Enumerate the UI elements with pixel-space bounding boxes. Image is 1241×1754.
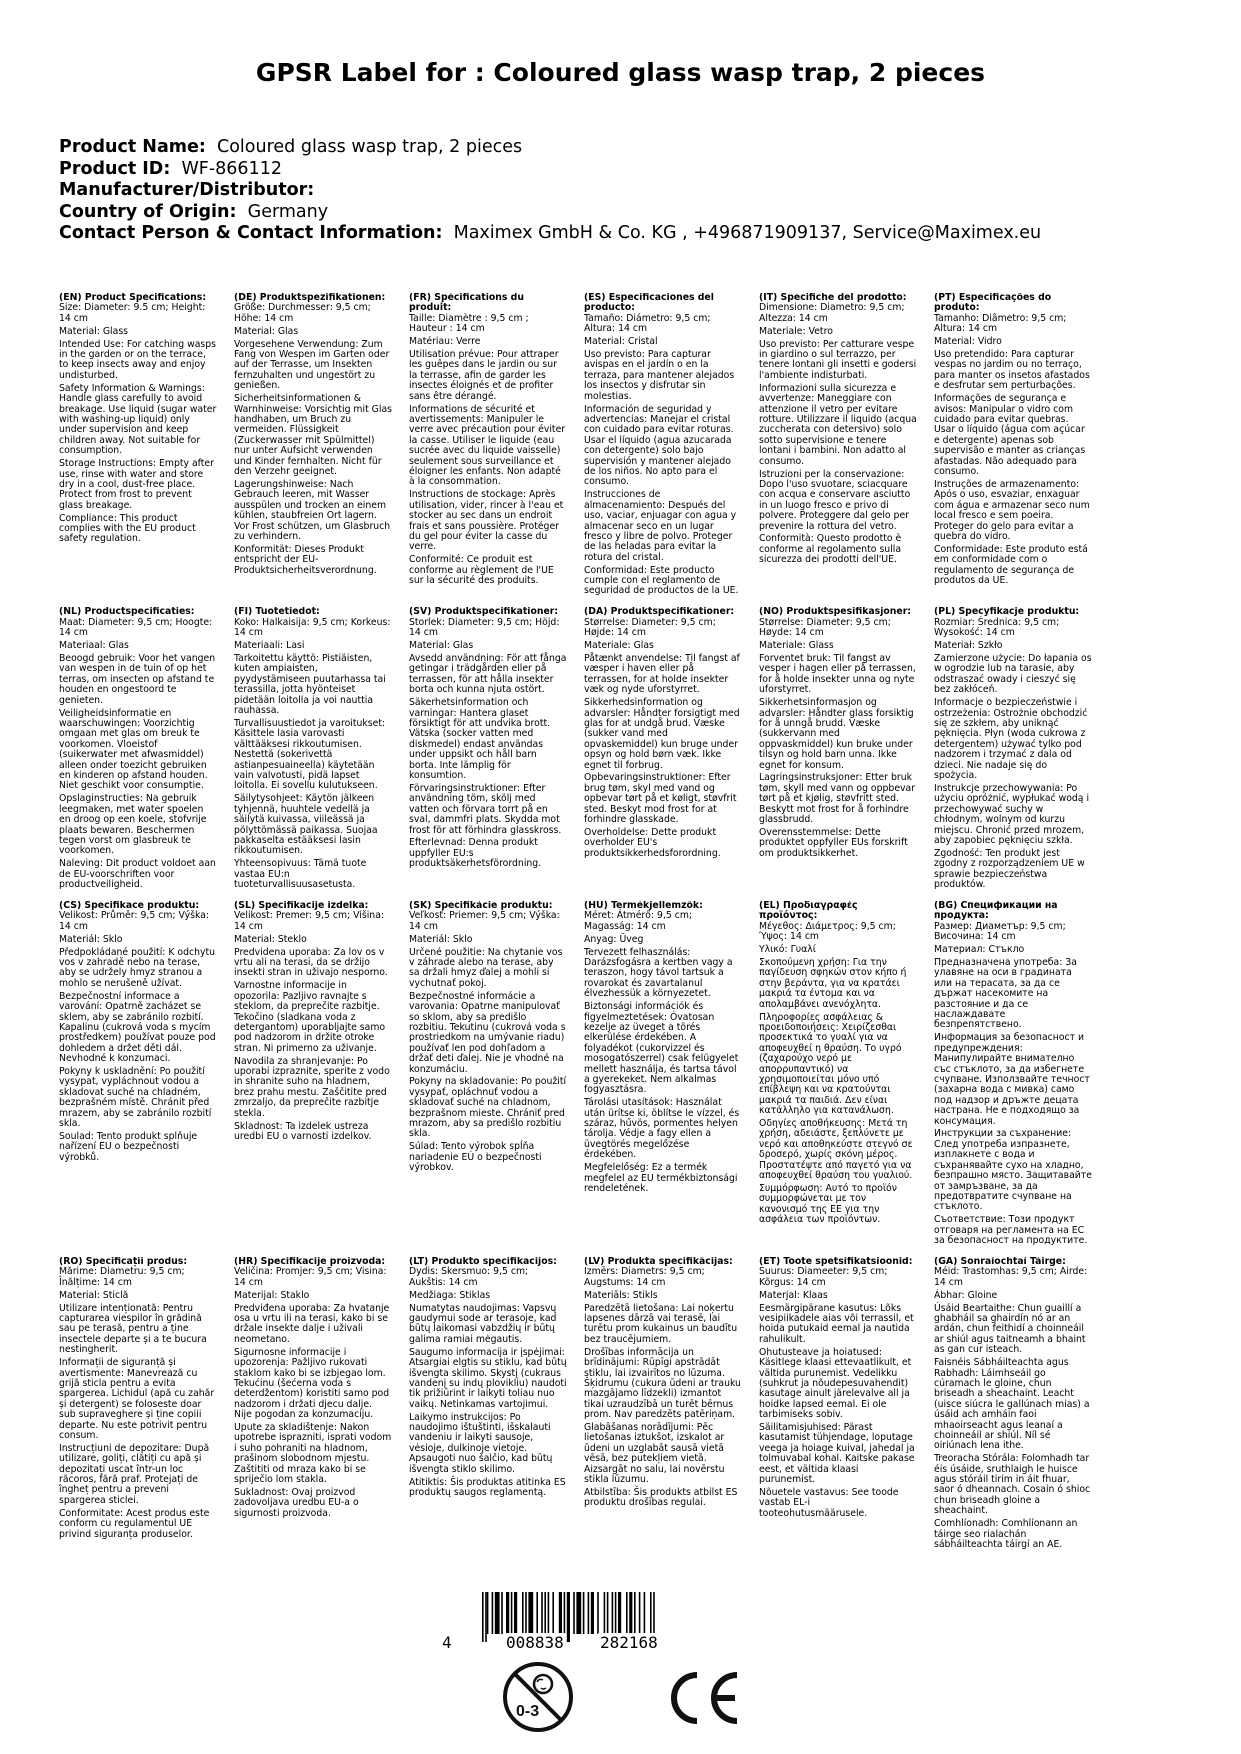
barcode-bar [501, 1592, 503, 1634]
country-value: Germany [247, 201, 329, 222]
barcode-bar [576, 1592, 581, 1634]
language-block [234, 293, 392, 599]
spec-mat: Ábhar: Gloine [934, 1289, 998, 1301]
spec-mat: Material: Glas [234, 325, 299, 337]
spec-comp: Konformität: Dieses Produkt entspricht der EU-Produktsicherheitsverordnung. [234, 543, 377, 576]
barcode-bar [548, 1592, 550, 1634]
language-row [59, 901, 1187, 1249]
language-heading: (NO) Produktspesifikasjoner: [759, 607, 912, 618]
spec-use: Zamierzone użycie: Do łapania os w ogrodzie lub na tarasie, aby odstraszać owady i cieszyć się bez zakłóceń. [934, 653, 1092, 696]
spec-safety: Информация за безопасност и предупреждения: Манипулирайте внимателно със стъклото, за да избегнете счупване. Използвайте течност (захарна вода с мивка) само под надзор и дръжте децата настрана. Не е подходящо за консумация. [934, 1032, 1090, 1127]
spec-comp: Съответствие: Този продукт отговаря на регламента на ЕС за безопасност на продуктите. [934, 1214, 1088, 1247]
spec-storage: Opslaginstructies: Na gebruik leegmaken, met water spoelen en droog op een koele, stofvrije plaats bewaren. Beschermen tegen vorst om glasbreuk te voorkomen. [59, 793, 207, 857]
spec-safety: Sicherheitsinformationen & Warnhinweise: Vorsichtig mit Glas handhaben, um Bruch zu vermeiden. Flüssigkeit (Zuckerwasser mit Spülmittel) nur unter Aufsicht verwenden und Kinder fernhalten. Nicht für den Verzehr geeignet. [234, 393, 392, 477]
spec-mat: Material: Glass [59, 325, 129, 337]
not-for-children-under-3-icon [501, 1660, 575, 1734]
spec-mat: Materjal: Klaas [759, 1289, 828, 1301]
barcode-bar [644, 1592, 646, 1634]
spec-use: Paredzētā lietošana: Lai noķertu lapsenes dārzā vai terasē, lai turētu prom kukainus un baudītu bez traucējumiem. [584, 1302, 738, 1345]
spec-mat: Anyag: Üveg [584, 933, 644, 945]
spec-safety: Sikkerhedsinformation og advarsler: Håndter forsigtigt med glas for at undgå brud. Væske (sukker vand med opvaskemiddel) kun bruge under opsyn og hold børn væk. Ikke egnet til forbrug. [584, 697, 740, 771]
barcode-bar [597, 1592, 599, 1634]
spec-use: Určené použitie: Na chytanie vos v záhrade alebo na terase, aby sa držali hmyz ďalej a mohli si vychutnať pokoj. [409, 946, 563, 989]
spec-mat: Material: Steklo [234, 933, 307, 945]
spec-use: Vorgesehene Verwendung: Zum Fang von Wespen im Garten oder auf der Terrasse, um Insekten fernzuhalten und ungestört zu genießen. [234, 338, 390, 392]
spec-size: Méid: Trastomhas: 9,5 cm; Airde: 14 cm [934, 1266, 1088, 1288]
language-block [934, 607, 1092, 893]
spec-storage: Инструкции за съхранение: След употреба изпразнете, изплакнете с вода и съхранявайте сухо на хладно, безпрашно място. Защитавайте от замръзване, за да предотвратите счупване на стъклото. [934, 1128, 1092, 1213]
spec-size: Veličina: Promjer: 9,5 cm; Visina: 14 cm [234, 1266, 387, 1288]
language-heading: (PT) Especificações do produto: [934, 293, 1052, 314]
language-heading: (SL) Specifikacije izdelka: [234, 900, 369, 911]
barcode-bar [495, 1592, 500, 1634]
spec-mat: Materiál: Sklo [409, 933, 473, 945]
product-id-row [59, 159, 1199, 181]
language-heading: (SK) Špecifikácie produktu: [409, 900, 553, 911]
spec-storage: Navodila za shranjevanje: Po uporabi izpraznite, sperite z vodo in shranite suho na hladnem, brez prahu mestu. Zaščitite pred zmrzaljo, da preprečite razbitje stekla. [234, 1055, 390, 1119]
language-row [59, 1257, 1187, 1553]
language-block [59, 293, 217, 599]
language-block [409, 901, 567, 1249]
language-block [584, 607, 742, 893]
barcode-bar [588, 1592, 590, 1634]
spec-safety: Biztonsági információk és figyelmeztetések: Óvatosan kezelje az üveget a törés elkerülése érdekében. A folyadékot (cukorvizzel és mosogatószerrel) csak felügyelet mellett használja, és tartsa távol a gyerekeket. Nem alkalmas fogyasztásra. [584, 1001, 739, 1096]
barcode-bar [634, 1592, 636, 1634]
spec-mat: Material: Glas [409, 640, 474, 652]
spec-storage: Laikymo instrukcijos: Po naudojimo ištuštinti, išskalauti vandeniu ir laikyti sausoje, vėsioje, dulkinoje vietoje. Apsaugoti nuo šalčio, kad būtų išvengta stiklo skilimo. [409, 1411, 553, 1475]
spec-use: Tervezett felhasználás: Darázsfogásra a kertben vagy a teraszon, hogy távol tartsuk a rovarokat és zavartalanul élvezhessük a környezetet. [584, 946, 733, 1000]
language-block [759, 1257, 917, 1553]
language-row [59, 607, 1187, 893]
language-heading: (PL) Specyfikacje produktu: [934, 607, 1080, 618]
spec-use: Predvidena uporaba: Za lov os v vrtu ali na terasi, da se držijo insekti stran in uživajo nesporno. [234, 946, 388, 979]
language-heading: (EN) Product Specifications: [59, 293, 207, 303]
language-heading: (HR) Specifikacije proizvoda: [234, 1256, 386, 1267]
spec-safety: Informacje o bezpieczeństwie i ostrzeżenia: Ostrożnie obchodzić się ze szkłem, aby uniknąć pęknięcia. Płyn (woda cukrowa z detergentem) używać tylko pod nadzorem i trzymać z dala od dzieci. Nie nadaje się do spożycia. [934, 697, 1088, 781]
spec-storage: Säilitamisjuhised: Pärast kasutamist tühjendage, loputage veega ja hoiage kuival, jahedal ja tolmuvabal kohal. Kaitske pakase eest, et vältida klaasi purunemist. [759, 1422, 915, 1486]
language-specifications-grid [59, 293, 1187, 1561]
barcode-bar [522, 1592, 524, 1634]
spec-comp: Naleving: Dit product voldoet aan de EU-voorschriften voor productveiligheid. [59, 858, 216, 891]
spec-safety: Informazioni sulla sicurezza e avvertenze: Maneggiare con attenzione il vetro per evitare rotture. Utilizzare il liquido (acqua zuccherata con detersivo) solo sotto supervisione e tenere lontani i bambini. Non adatto al consumo. [759, 382, 917, 467]
barcode-bar [544, 1592, 546, 1634]
product-id-value: WF-866112 [181, 158, 282, 179]
language-row [59, 293, 1187, 599]
spec-size: Размер: Диаметър: 9,5 cm; Височина: 14 cm [934, 920, 1066, 943]
language-block [934, 901, 1092, 1249]
barcode-bar [604, 1592, 606, 1634]
language-block [759, 607, 917, 893]
spec-safety: Veiligheidsinformatie en waarschuwingen: Voorzichtig omgaan met glas om breuk te voorkomen. Vloeistof (suikerwater met afwasmiddel) alleen onder toezicht gebruiken en kinderen op afstand houden. Niet geschikt voor consumptie. [59, 707, 208, 792]
spec-use: Σκοπούμενη χρήση: Για την παγίδευση σφηκών στον κήπο ή στην βεράντα, για να κρατάει μακριά τα έντομα και να απολαμβάνει ανενόχλητα. [759, 956, 907, 1010]
spec-safety: Drošības informācija un brīdinājumi: Rūpīgi apstrādāt stiklu, lai izvairītos no lūzuma. Šķidrumu (cukura ūdeni ar trauku mazgājamo līdzekli) izmantot tikai uzraudzībā un turēt bērnus prom. Nav paredzēts patēriņam. [584, 1346, 741, 1421]
spec-use: Predviđena uporaba: Za hvatanje osa u vrtu ili na terasi, kako bi se držale insekte dalje i uživali neometano. [234, 1302, 390, 1345]
spec-safety: Varnostne informacije in opozorila: Pazljivo ravnajte s steklom, da preprečite razbitje. Tekočino (sladkana voda z detergantom) uporabljajte samo pod nadzorom in držite otroke stran. Ni primerno za uživanje. [234, 980, 386, 1054]
spec-comp: Conformità: Questo prodotto è conforme al regolamento sulla sicurezza dei prodotti dell'UE. [759, 533, 902, 566]
country-row [59, 202, 1199, 224]
spec-comp: Conformidad: Este producto cumple con el reglamento de seguridad de productos de la UE. [584, 564, 739, 597]
spec-mat: Medžiaga: Stiklas [409, 1289, 491, 1301]
spec-safety: Información de seguridad y advertencias: Manejar el cristal con cuidado para evitar roturas. Usar el líquido (agua azucarada con detergente) solo bajo supervisión y mantener alejado de los niños. No apto para el consumo. [584, 403, 734, 488]
language-block [584, 901, 742, 1249]
language-block [759, 901, 917, 1249]
spec-storage: Istruzioni per la conservazione: Dopo l'uso svuotare, sciacquare con acqua e conservare asciutto in un luogo fresco e privo di polvere. Proteggere dal gelo per prevenire la rottura del vetro. [759, 468, 911, 532]
spec-size: Velikost: Premer: 9,5 cm; Višina: 14 cm [234, 910, 385, 932]
spec-storage: Lagringsinstruksjoner: Etter bruk tøm, skyll med vann og oppbevar tørt på et kjølig, støvfritt sted. Beskytt mot frost for å forhindre glassbrudd. [759, 772, 916, 826]
spec-safety: Säkerhetsinformation och varningar: Hantera glaset försiktigt för att undvika brott. Vätska (socker vatten med diskmedel) endast användas under uppsikt och håll barn borta. Inte lämplig för konsumtion. [409, 697, 551, 781]
spec-comp: Συμμόρφωση: Αυτό το προϊόν συμμορφώνεται με τον κανονισμό της ΕΕ για την ασφάλεια των προϊόντων. [759, 1183, 897, 1226]
spec-mat: Materiał: Szkło [934, 640, 1003, 652]
spec-use: Numatytas naudojimas: Vapsvų gaudymui sode ar terasoje, kad būtų laikomasi vabzdžių ir būtų galima ramiai mėgautis. [409, 1302, 557, 1345]
language-block [584, 1257, 742, 1553]
barcode-digits-left: 008838 [506, 1633, 564, 1652]
barcode-digits-right: 282168 [600, 1633, 658, 1652]
spec-safety: Saugumo informacija ir įspėjimai: Atsargiai elgtis su stiklu, kad būtų išvengta skilimo. Skystį (cukraus vandenį su indų plovikliu) naudoti tik prižiūrint ir laikyti toliau nuo vaikų. Netinkamas vartojimui. [409, 1346, 567, 1410]
spec-size: Dimensione: Diametro: 9,5 cm; Altezza: 14 cm [759, 302, 905, 324]
barcode-bar [552, 1592, 554, 1634]
spec-comp: Efterlevnad: Denna produkt uppfyller EU:s produktsäkerhetsförordning. [409, 837, 542, 870]
spec-size: Størrelse: Diameter: 9,5 cm; Høyde: 14 cm [759, 616, 891, 639]
spec-storage: Upute za skladištenje: Nakon upotrebe isprazniti, isprati vodom i suho pohraniti na hladnom, prašinom slobodnom mjestu. Zaštititi od mraza kako bi se spriječio lom stakla. [234, 1422, 392, 1486]
spec-size: Mărime: Diametru: 9,5 cm; Înălțime: 14 cm [59, 1266, 185, 1288]
spec-storage: Storage Instructions: Empty after use, rinse with water and store dry in a cool, dust-free place. Protect from frost to prevent glass breakage. [59, 458, 214, 511]
language-heading: (FR) Spécifications du produit: [409, 293, 524, 314]
country-label: Country of Origin: [59, 201, 237, 222]
spec-safety: Faisnéis Sábháilteachta agus Rabhadh: Láimhseáil go cúramach le gloine, chun briseadh a sheachaint. Leacht (uisce siúcra le gallúnach mias) a úsáid ach amháin faoi mhaoirseacht agus leanaí a choinneáil ar shiúl. Níl sé oiriúnach lena ithe. [934, 1357, 1090, 1452]
language-block [409, 607, 567, 893]
barcode-bar [487, 1592, 489, 1634]
spec-mat: Materiaali: Lasi [234, 640, 305, 652]
barcode-bar [514, 1592, 517, 1634]
spec-mat: Materiale: Glass [759, 640, 834, 652]
spec-storage: Lagerungshinweise: Nach Gebrauch leeren, mit Wasser ausspülen und trocken an einem kühlen, staubfreien Ort lagern. Vor Frost schützen, um Glasbruch zu verhindern. [234, 478, 391, 542]
language-heading: (DA) Produktspecifikationer: [584, 607, 735, 618]
spec-size: Size: Diameter: 9.5 cm; Height: 14 cm [59, 302, 206, 324]
spec-use: Avsedd användning: För att fånga getingar i trädgården eller på terrassen, för att hålla insekter borta och kunna njuta ostört. [409, 653, 567, 696]
spec-comp: Atitiktis: Šis produktas atitinka ES produktų saugos reglamentą. [409, 1476, 566, 1498]
barcode-bar [506, 1592, 509, 1634]
barcode-bar [482, 1592, 484, 1642]
barcode-bar [525, 1592, 527, 1634]
spec-size: Veľkosť: Priemer: 9,5 cm; Výška: 14 cm [409, 910, 560, 932]
spec-use: Úsáid Beartaithe: Chun guaillí a ghabháil sa ghairdín nó ar an ardán, chun feithidí a choinneáil ar shiúl agus taitneamh a bhaint as gan cur isteach. [934, 1302, 1086, 1356]
spec-safety: Sikkerhetsinformasjon og advarsler: Håndter glass forsiktig for å unngå brudd. Væske (sukkervann med oppvaskmiddel) kun bruke under tilsyn og hold barn unna. Ikke egnet for konsum. [759, 697, 914, 771]
barcode-digit-first: 4 [442, 1633, 452, 1652]
language-heading: (SV) Produktspecifikationer: [409, 607, 559, 618]
barcode-bar [541, 1592, 543, 1634]
spec-comp: Megfelelőség: Ez a termék megfelel az EU termékbiztonsági rendeletének. [584, 1162, 738, 1194]
spec-use: Uso pretendido: Para capturar vespas no jardim ou no terraço, para manter os insetos afastados e desfrutar sem perturbações. [934, 349, 1090, 392]
spec-storage: Förvaringsinstruktioner: Efter användning töm, skölj med vatten och förvara torrt på en sval, dammfri plats. Skydda mot frost för att förhindra glasskross. [409, 782, 562, 836]
spec-comp: Atbilstība: Šis produkts atbilst ES produktu drošības regulai. [584, 1486, 738, 1509]
product-name-label: Product Name: [59, 137, 206, 157]
spec-mat: Materijal: Staklo [234, 1289, 310, 1301]
language-heading: (DE) Produktspezifikationen: [234, 293, 386, 303]
spec-comp: Conformitate: Acest produs este conform cu regulamentul UE privind siguranța produselor. [59, 1507, 210, 1540]
language-block [59, 901, 217, 1249]
spec-mat: Υλικό: Γυαλί [759, 944, 816, 956]
spec-size: Koko: Halkaisija: 9,5 cm; Korkeus: 14 cm [234, 616, 391, 639]
barcode-bar [607, 1592, 609, 1634]
language-block [59, 607, 217, 893]
spec-use: Påtænkt anvendelse: Til fangst af væsper i haven eller på terrassen, for at holde insekter væk og nyde uforstyrret. [584, 653, 740, 696]
spec-storage: Instrukcje przechowywania: Po użyciu opróżnić, wypłukać wodą i przechowywać suchy w chłodnym, wolnym od kurzu miejscu. Chronić przed mrozem, aby zapobiec pęknięciu szkła. [934, 782, 1090, 846]
spec-size: Dydis: Skersmuo: 9,5 cm; Aukštis: 14 cm [409, 1266, 529, 1288]
language-block [409, 1257, 567, 1553]
language-block [234, 607, 392, 893]
spec-use: Forventet bruk: Til fangst av vesper i hagen eller på terrassen, for å holde insekter unna og nyte uforstyrret. [759, 653, 916, 696]
spec-use: Předpokládané použití: K odchytu vos v zahradě nebo na terase, aby se udržely hmyz stranou a mohlo se nerušeně užívat. [59, 946, 216, 989]
language-heading: (FI) Tuotetiedot: [234, 607, 320, 618]
language-block [234, 901, 392, 1249]
barcode-bar [492, 1592, 494, 1634]
spec-size: Tamaño: Diámetro: 9,5 cm; Altura: 14 cm [584, 312, 711, 335]
age-label: 0-3 [516, 1703, 540, 1720]
spec-safety: Informações de segurança e avisos: Manipular o vidro com cuidado para evitar quebras. Usar o líquido (água com açúcar e detergente) apenas sob supervisão e manter as crianças afastadas. Não adequado para consumo. [934, 393, 1086, 477]
barcode-bar [536, 1592, 538, 1634]
spec-comp: Sukladnost: Ovaj proizvod zadovoljava uredbu EU-a o sigurnosti proizvoda. [234, 1486, 359, 1519]
spec-mat: Matériau: Verre [409, 336, 481, 348]
barcode-bar [650, 1592, 652, 1634]
spec-storage: Pokyny na skladovanie: Po použití vysypať, opláchnuť vodou a skladovať suché na chladnom, bezprašnom mieste. Chrániť pred mrazom, aby sa predišlo rozbitiu skla. [409, 1076, 567, 1140]
spec-storage: Instrucțiuni de depozitare: După utilizare, goliți, clătiți cu apă și depozitați uscat într-un loc răcoros, fără praf. Protejați de îngheț pentru a preveni spargerea sticlei. [59, 1442, 210, 1506]
spec-storage: Tárolási utasítások: Használat után ürítse ki, öblítse le vízzel, és száraz, hűvös, pormentes helyen tárolja. Védje a fagy ellen a üvegtörés megelőzése érdekében. [584, 1097, 740, 1161]
barcode-bar [528, 1592, 533, 1634]
language-block [934, 1257, 1092, 1553]
spec-size: Taille: Diamètre : 9,5 cm ; Hauteur : 14 cm [409, 312, 529, 335]
spec-mat: Material: Sticlă [59, 1289, 129, 1301]
contact-label: Contact Person & Contact Information: [59, 223, 443, 243]
spec-safety: Informații de siguranță și avertismente: Manevrează cu grijă sticla pentru a evita spargerea. Lichidul (apă cu zahăr și detergent) se foloseste doar sub supraveghere și ține copiii departe. Nu este potrivit pentru consum. [59, 1357, 215, 1441]
manufacturer-row [59, 180, 1199, 202]
spec-comp: Comhlíonadh: Comhlíonann an táirge seo rialachán sábháilteachta táirgí an AE. [934, 1518, 1078, 1550]
spec-safety: Bezpečnostní informace a varování: Opatrně zacházet se sklem, aby se zabránilo rozbití. Kapalinu (cukrová voda s mycím prostředkem) používat pouze pod dohledem a držet děti dál. Nevhodné k konzumaci. [59, 990, 216, 1065]
barcode-bar [567, 1592, 570, 1642]
spec-use: Utilisation prévue: Pour attraper les guêpes dans le jardin ou sur la terrasse, afin de garder les insectes éloignés et de profiter sans être dérangé. [409, 349, 559, 402]
spec-size: Tamanho: Diâmetro: 9,5 cm; Altura: 14 cm [934, 312, 1067, 335]
spec-use: Tarkoitettu käyttö: Pistiäisten, kuten ampiaisten, pyydystämiseen puutarhassa tai terassilla, jotta hyönteiset pidetään loitolla ja voi nauttia rauhassa. [234, 653, 386, 717]
product-name-value: Coloured glass wasp trap, 2 pieces [217, 137, 523, 157]
language-heading: (LT) Produkto specifikacijos: [409, 1256, 557, 1267]
barcode-bar [573, 1592, 575, 1634]
spec-mat: Материал: Стъкло [934, 944, 1025, 956]
spec-comp: Zgodność: Ten produkt jest zgodny z rozporządzeniem UE w sprawie bezpieczeństwa produktów. [934, 847, 1085, 891]
language-heading: (BG) Спецификации на продукта: [934, 900, 1058, 922]
spec-use: Utilizare intenționată: Pentru capturarea viespilor în grădină sau pe terasă, pentru a ține insectele departe și a te bucura nestingherit. [59, 1302, 207, 1356]
spec-storage: Pokyny k uskladnění: Po použití vysypat, vypláchnout vodou a skladovat suché na chladném, bezprašném místě. Chránit před mrazem, aby se zabránilo rozbití skla. [59, 1066, 212, 1130]
spec-mat: Materiaal: Glas [59, 640, 129, 652]
language-heading: (CS) Specifikace produktu: [59, 900, 200, 911]
spec-size: Izmērs: Diametrs: 9,5 cm; Augstums: 14 cm [584, 1266, 705, 1288]
language-block [584, 293, 742, 599]
barcode-bar [485, 1592, 487, 1642]
spec-use: Предназначена употреба: За улавяне на оси в градината или на терасата, за да се държат насекомите на разстояние и да се наслаждавате безпрепятствено. [934, 956, 1077, 1031]
spec-size: Μέγεθος: Διάμετρος: 9,5 cm; Ύψος: 14 cm [759, 920, 896, 943]
spec-comp: Compliance: This product complies with the EU product safety regulation. [59, 512, 196, 545]
barcode-bar [511, 1592, 513, 1634]
spec-safety: Informations de sécurité et avertissements: Manipuler le verre avec précaution pour éviter la casse. Utiliser le liquide (eau sucrée avec du liquide vaisselle) seulement sous surveillance et éloigner les enfants. Non adapté à la consommation. [409, 403, 566, 488]
spec-use: Beoogd gebruik: Voor het vangen van wespen in de tuin of op het terras, om insecten op afstand te houden en ongestoord te genieten. [59, 653, 216, 706]
language-heading: (GA) Sonraíochtaí Táirge: [934, 1256, 1066, 1267]
barcode [440, 1592, 720, 1652]
spec-size: Suurus: Diameeter: 9,5 cm; Kõrgus: 14 cm [759, 1266, 888, 1288]
spec-safety: Turvallisuustiedot ja varoitukset: Käsittele lasia varovasti välttääksesi rikkoutumisen. Nestettä (sokerivettä astianpesuaineella) käytetään vain valvotusti, pidä lapset loitolla. Ei sovellu kulutukseen. [234, 717, 386, 792]
spec-storage: Glabāšanas norādījumi: Pēc lietošanas iztukšot, izskalot ar ūdeni un uzglabāt sausā vietā vēsā, bez putekļiem vietā. Aizsargāt no salu, lai novērstu stikla lūzumu. [584, 1422, 725, 1486]
spec-storage: Οδηγίες αποθήκευσης: Μετά τη χρήση, αδειάστε, ξεπλύνετε με νερό και αποθηκεύστε στεγνό σε δροσερό, χωρίς σκόνη μέρος. Προστατέψτε από παγετό για να αποφευχθεί θραύση του γυαλιού. [759, 1118, 913, 1182]
spec-size: Rozmiar: Średnica: 9,5 cm; Wysokość: 14 cm [934, 616, 1060, 639]
spec-size: Méret: Átmérő: 9,5 cm; Magasság: 14 cm [584, 910, 693, 932]
spec-use: Uso previsto: Para capturar avispas en el jardín o en la terraza, para mantener alejados los insectos y disfrutar sin molestias. [584, 349, 735, 402]
manufacturer-label: Manufacturer/Distributor: [59, 180, 315, 200]
spec-comp: Conformité: Ce produit est conforme au règlement de l'UE sur la sécurité des produits. [409, 554, 554, 587]
spec-storage: Treoracha Stórála: Folomhadh tar éis úsáide, sruthlaigh le huisce agus stóráil tirim in áit fhuar, saor ó dheannach. Cosain ó shioc chun briseadh gloine a sheachaint. [934, 1453, 1091, 1517]
product-id-label: Product ID: [59, 158, 171, 179]
ce-mark-icon [661, 1667, 743, 1729]
language-heading: (HU) Termékjellemzők: [584, 900, 703, 911]
spec-comp: Overensstemmelse: Dette produktet oppfyller EUs forskrift om produktsikkerhet. [759, 827, 908, 859]
spec-storage: Säilytysohjeet: Käytön jälkeen tyhjennä, huuhtele vedellä ja säilytä kuivassa, viileässä ja pölyttömässä paikassa. Suojaa pakkaselta estääksesi lasin rikkoutumisen. [234, 793, 378, 857]
spec-storage: Instruções de armazenamento: Após o uso, esvaziar, enxaguar com água e armazenar seco num local fresco e sem poeira. Proteger do gelo para evitar a quebra do vidro. [934, 478, 1090, 542]
spec-storage: Instructions de stockage: Après utilisation, vider, rincer à l'eau et stocker au sec dans un endroit frais et sans poussière. Protéger du gel pour éviter la casse du verre. [409, 489, 564, 553]
product-name-row [59, 137, 1199, 159]
spec-safety: Πληροφορίες ασφάλειας & προειδοποιήσεις: Χειρίζεσθαι προσεκτικά το γυαλί για να αποφευχθεί η θραύση. Το υγρό (ζαχαρούχο νερό με απορρυπαντικό) να χρησιμοποιείται μόνο υπό επίβλεψη και να κρατούνται μακριά τα παιδιά. Δεν είναι κατάλληλο για κατανάλωση. [759, 1011, 902, 1117]
spec-mat: Materiāls: Stikls [584, 1289, 658, 1301]
spec-mat: Material: Cristal [584, 336, 658, 348]
contact-value: Maximex GmbH & Co. KG , +496871909137, Service@Maximex.eu [453, 223, 1042, 243]
spec-use: Intended Use: For catching wasps in the garden or on the terrace, to keep insects away and enjoy undisturbed. [59, 338, 216, 381]
spec-comp: Nõuetele vastavus: See toode vastab EL-i tooteohutusmäärusele. [759, 1486, 899, 1519]
spec-size: Größe: Durchmesser: 9,5 cm; Höhe: 14 cm [234, 302, 371, 324]
barcode-bar [559, 1592, 562, 1634]
spec-storage: Instrucciones de almacenamiento: Después del uso, vaciar, enjuagar con agua y almacenar seco en un lugar fresco y libre de polvo. Proteger de las heladas para evitar la rotura del cristal. [584, 489, 737, 563]
spec-storage: Opbevaringsinstruktioner: Efter brug tøm, skyl med vand og opbevar tørt på et køligt, støvfrit sted. Beskyt mod frost for at forhindre glasskade. [584, 772, 737, 826]
spec-size: Storlek: Diameter: 9,5 cm; Höjd: 14 cm [409, 616, 560, 639]
language-block [759, 293, 917, 599]
spec-size: Størrelse: Diameter: 9,5 cm; Højde: 14 cm [584, 616, 716, 639]
language-heading: (NL) Productspecificaties: [59, 607, 195, 618]
barcode-bar [591, 1592, 594, 1634]
spec-comp: Skladnost: Ta izdelek ustreza uredbi EU o varnosti izdelkov. [234, 1120, 372, 1142]
barcode-bar [629, 1592, 632, 1634]
spec-use: Eesmärgipärane kasutus: Lõks vesipiikadele aias või terrassil, et hoida putukaid eemal ja nautida rahulikult. [759, 1302, 914, 1345]
spec-safety: Ohutusteave ja hoiatused: Käsitlege klaasi ettevaatlikult, et vältida purunemist. Vedelikku (suhkrut ja nõudepesuvahendit) kasutage ainult järelevalve all ja hoidke lapsed eemal. Ei ole tarbimiseks sobiv. [759, 1346, 912, 1421]
barcode-bar [618, 1592, 621, 1634]
barcode-bar [564, 1592, 566, 1634]
contact-row [59, 223, 1199, 245]
spec-comp: Yhteensopivuus: Tämä tuote vastaa EU:n tuoteturvallisuusasetusta. [234, 858, 367, 891]
spec-comp: Soulad: Tento produkt splňuje nařízení EU o bezpečnosti výrobků. [59, 1130, 198, 1163]
language-heading: (LV) Produkta specifikācijas: [584, 1256, 733, 1267]
language-heading: (IT) Specifiche del prodotto: [759, 293, 907, 303]
spec-mat: Materiál: Sklo [59, 933, 123, 945]
barcode-bar [626, 1592, 628, 1634]
spec-safety: Sigurnosne informacije i upozorenja: Pažljivo rukovati staklom kako bi se izbjegao lom. Tekućinu (šećerna voda s deterdžentom) koristiti samo pod nadzorom i držati djecu dalje. Nije pogodan za konzumaciju. [234, 1346, 390, 1421]
spec-safety: Bezpečnostné informácie a varovania: Opatrne manipulovať so sklom, aby sa predišlo rozbitiu. Tekutinu (cukrová voda s prostriedkom na umývanie riadu) používať len pod dohľadom a držať deti ďalej. Nie je vhodné na konzumáciu. [409, 990, 566, 1075]
language-heading: (ET) Toote spetsifikatsioonid: [759, 1256, 913, 1267]
language-heading: (ES) Especificaciones del producto: [584, 293, 714, 314]
barcode-bar [639, 1592, 641, 1634]
language-block [234, 1257, 392, 1553]
spec-mat: Materiale: Vetro [759, 325, 833, 337]
spec-mat: Material: Vidro [934, 336, 1002, 348]
spec-comp: Overholdelse: Dette produkt overholder EU's produktsikkerhedsforordning. [584, 827, 721, 859]
page-title: GPSR Label for : Coloured glass wasp trap, 2 pieces [255, 58, 986, 87]
barcode-bar [615, 1592, 617, 1634]
spec-safety: Safety Information & Warnings: Handle glass carefully to avoid breakage. Use liquid (sugar water with washing-up liquid) only under supervision and keep children away. Not suitable for consumption. [59, 382, 217, 457]
spec-mat: Materiale: Glas [584, 640, 654, 652]
language-block [409, 293, 567, 599]
product-info [59, 137, 1199, 245]
barcode-bar [612, 1592, 614, 1634]
barcode-bar [583, 1592, 585, 1634]
spec-size: Maat: Diameter: 9,5 cm; Hoogte: 14 cm [59, 616, 213, 639]
language-heading: (RO) Specificații produs: [59, 1256, 188, 1267]
spec-size: Velikost: Průměr: 9,5 cm; Výška: 14 cm [59, 910, 210, 932]
spec-comp: Conformidade: Este produto está em conformidade com o regulamento de segurança de produtos da UE. [934, 543, 1088, 587]
language-block [59, 1257, 217, 1553]
language-heading: (EL) Προδιαγραφές προϊόντος: [759, 900, 858, 922]
spec-use: Uso previsto: Per catturare vespe in giardino o sul terrazzo, per tenere lontani gli insetti e godersi l'ambiente indisturbati. [759, 338, 917, 381]
language-block [934, 293, 1092, 599]
spec-comp: Súlad: Tento výrobok spĺňa nariadenie EÚ o bezpečnosti výrobkov. [409, 1141, 542, 1174]
